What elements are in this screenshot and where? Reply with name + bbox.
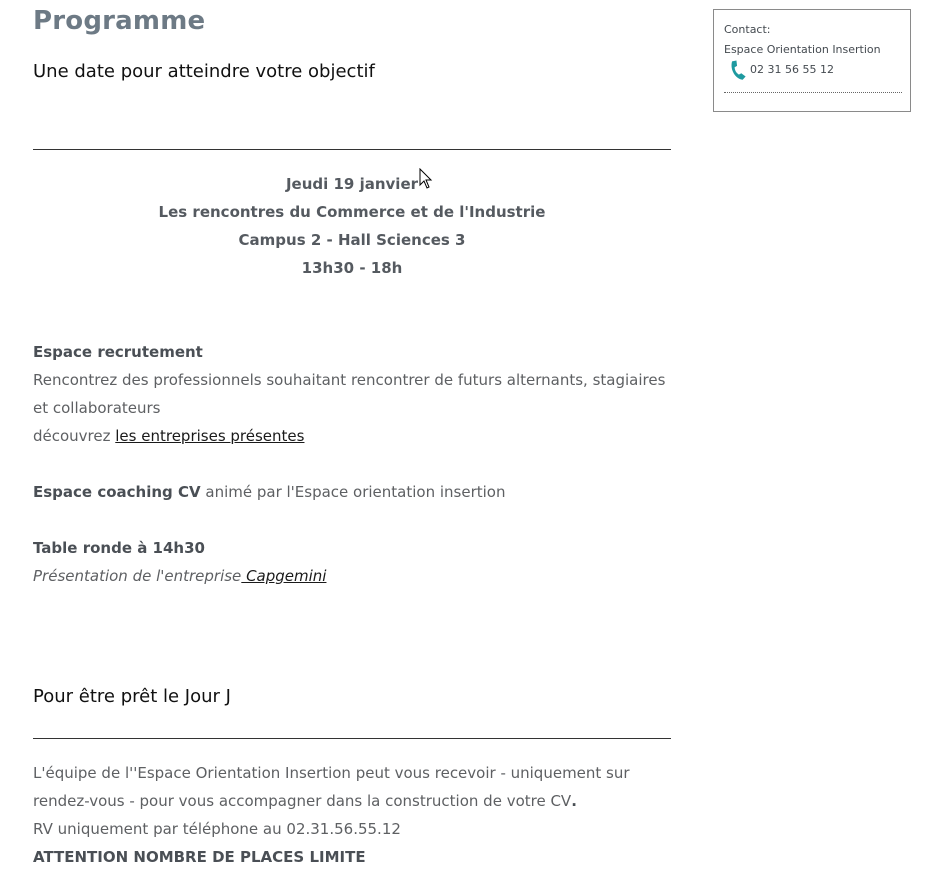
ready-text-end: .	[571, 792, 577, 810]
recruitment-discover	[33, 422, 671, 450]
coaching-text: animé par l'Espace orientation insertion	[200, 483, 506, 501]
mouse-cursor-icon	[419, 168, 433, 190]
ready-text	[33, 759, 671, 815]
capgemini-link[interactable]: Capgemini	[241, 567, 327, 585]
page-title: Programme	[33, 6, 206, 36]
contact-inner	[724, 20, 902, 80]
recruitment-section	[33, 338, 671, 450]
event-date: Jeudi 19 janvier	[285, 175, 419, 193]
roundtable-section	[33, 534, 671, 590]
contact-label: Contact:	[724, 23, 771, 36]
warning-text: ATTENTION NOMBRE DE PLACES LIMITE	[33, 848, 366, 866]
discover-prefix: découvrez	[33, 427, 116, 445]
roundtable-line	[33, 562, 671, 590]
roundtable-heading: Table ronde à 14h30	[33, 539, 205, 557]
event-details	[33, 170, 671, 282]
phone-icon	[726, 60, 748, 80]
event-name: Les rencontres du Commerce et de l'Industrie	[158, 203, 546, 221]
coaching-section	[33, 478, 671, 506]
roundtable-text: Présentation de l'entreprise	[33, 567, 242, 585]
contact-divider	[724, 92, 902, 93]
event-location: Campus 2 - Hall Sciences 3	[238, 231, 466, 249]
contact-phone[interactable]: 02 31 56 55 12	[750, 63, 834, 76]
recruitment-text: Rencontrez des professionnels souhaitant rencontrer de futurs alternants, stagiaires et collaborateurs	[33, 371, 666, 417]
contact-phone-row	[724, 60, 902, 80]
ready-title: Pour être prêt le Jour J	[33, 686, 231, 707]
coaching-heading: Espace coaching CV	[33, 483, 201, 501]
recruitment-heading: Espace recrutement	[33, 343, 203, 361]
divider	[33, 149, 671, 150]
divider	[33, 738, 671, 739]
ready-text-body: L'équipe de l''Espace Orientation Insertion peut vous recevoir - uniquement sur rendez-vous - pour vous accompagner dans la construction de votre CV	[33, 764, 630, 810]
appointment-text: RV uniquement par téléphone au 02.31.56.55.12	[33, 820, 401, 838]
ready-section	[33, 759, 671, 871]
companies-link[interactable]: les entreprises présentes	[115, 427, 305, 445]
contact-box	[713, 9, 911, 112]
program-subtitle: Une date pour atteindre votre objectif	[33, 61, 375, 82]
contact-org: Espace Orientation Insertion	[724, 43, 881, 56]
event-time: 13h30 - 18h	[301, 259, 403, 277]
